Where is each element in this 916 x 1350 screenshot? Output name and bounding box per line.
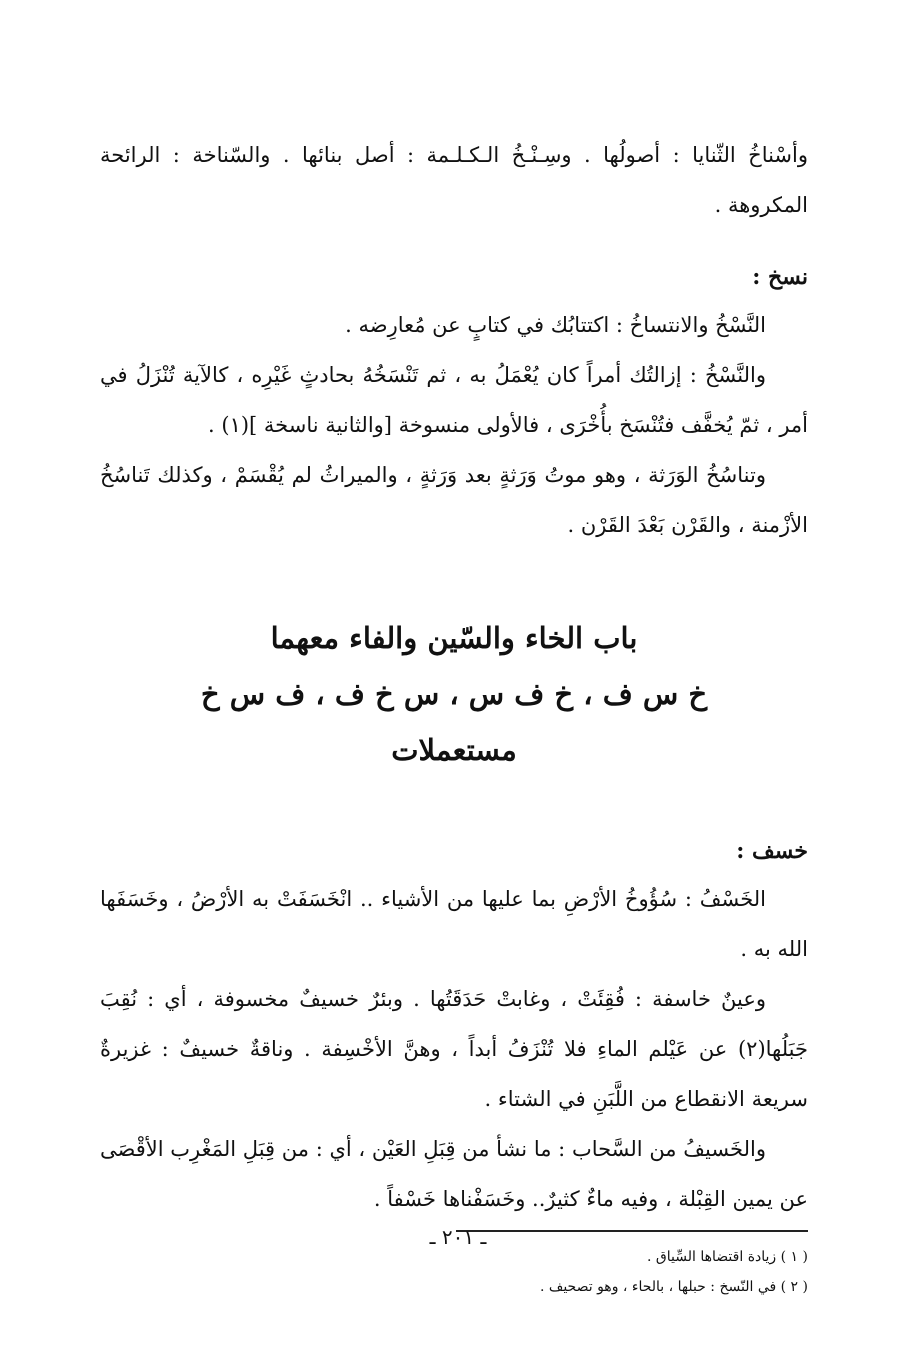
intro-paragraph [100, 130, 808, 230]
khasaf-paragraph-3: والخَسيفُ من السَّحاب : ما نشأ من قِبَلِ العَيْن ، أي : من قِبَلِ المَغْرِب الأقْصَى عن يمين القِبْلة ، وفيه ماءٌ كثيرٌ.. وخَسَفْناها خَسْفاً . [100, 1137, 808, 1211]
chapter-heading [100, 610, 808, 778]
khasaf-paragraph-1: الخَسْفُ : سُؤُوخُ الأرْضِ بما عليها من الأشياء .. انْخَسَفَتْ به الأرْضُ ، وخَسَفَها الله به . [100, 887, 808, 961]
khasaf-paragraph-2: وعينٌ خاسفة : فُقِئَتْ ، وغابتْ حَدَقَتُها . وبئرٌ خسيفٌ مخسوفة ، أي : نُقِبَ جَبَلُها(٢) عن عَيْلم الماءِ فلا تُنْزَفُ أبداً ، وهنَّ الأخْسِفة . وناقةٌ خسيفٌ : غزيرةٌ سريعة الانقطاع من اللَّبَنِ في الشتاء . [100, 987, 808, 1111]
entry-heading-nasakh: نسخ : [752, 264, 808, 290]
page-number: ـ ٢٠١ ـ [429, 1225, 487, 1249]
nasakh-paragraph-1: النَّسْخُ والانتساخُ : اكتتابُك في كتابٍ عن مُعارِضه . [345, 313, 766, 337]
chapter-title: باب الخاء والسّين والفاء معهما [270, 621, 638, 655]
entry-heading-khasaf: خسف : [736, 838, 808, 864]
chapter-subtitle: مستعملات [391, 733, 517, 767]
nasakh-paragraph-3: وتناسُخُ الوَرَثة ، وهو موتُ وَرَثةٍ بعد وَرَثةٍ ، والميراثُ لم يُقْسَمْ ، وكذلك تَناسُخُ الأزْمنة ، والقَرْن بَعْدَ القَرْن . [100, 463, 808, 537]
nasakh-paragraph-2: والنَّسْخُ : إزالتُك أمراً كان يُعْمَلُ به ، ثم تَنْسَخُهُ بحادثٍ غَيْرِه ، كالآية تُنْزَلُ في أمر ، ثمّ يُخفَّف فتُنْسَخ بأُخْرَى ، فالأولى منسوخة [والثانية ناسخة ](١) . [100, 363, 808, 437]
footnote-1: ( ١ ) زيادة اقتضاها السِّياق . [647, 1249, 808, 1265]
intro-line-2: الرائحة المكروهة . [100, 143, 808, 217]
footnote-2: ( ٢ ) في النّسخ : حبلها ، بالحاء ، وهو تصحيف . [539, 1279, 808, 1295]
intro-line-1: وأسْناخُ الثّنايا : أصولُها . وسِـنْـخُ الـكـلـمة : أصل بنائها . والسّناخة : [172, 143, 808, 167]
page-body [100, 130, 808, 1302]
chapter-letters: خ س ف ، خ ف س ، س خ ف ، ف س خ [200, 677, 708, 711]
